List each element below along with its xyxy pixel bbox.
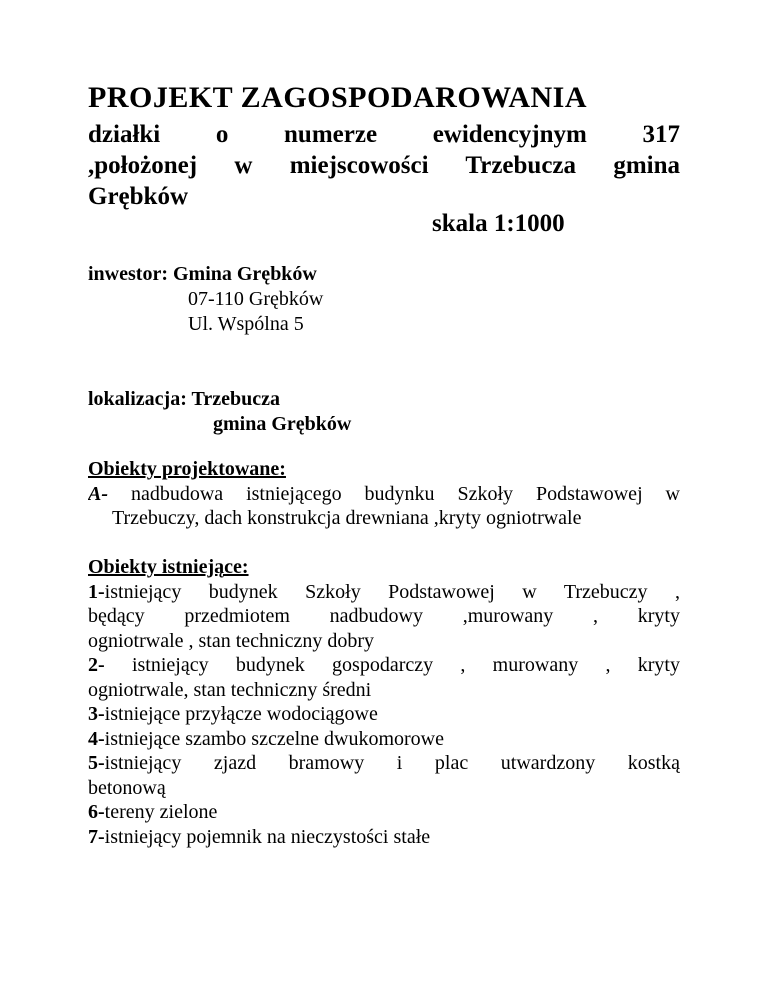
item-text: istniejący pojemnik na nieczystości stałe [104,825,431,848]
list-item [88,751,680,800]
item-marker: 6- [88,801,105,823]
location-label: lokalizacja: Trzebucza [88,388,280,410]
document-title: PROJEKT ZAGOSPODAROWANIA [88,81,588,114]
list-item [88,825,680,850]
item-marker: 4- [88,727,105,750]
item-marker: 7- [88,825,105,848]
existing-item-5-line-1 [88,751,680,776]
item-text: istniejący budynek Szkoły Podstawowej w Trzebuczy , [104,580,680,603]
existing-objects-section [88,555,680,849]
existing-item-5-line-2: betonową [88,776,166,799]
projected-objects-heading: Obiekty projektowane: [88,458,286,480]
existing-item-1-line-1 [88,580,680,605]
projected-item-a-line-1 [88,482,680,507]
item-marker: 1- [88,580,105,603]
list-item [88,580,680,654]
list-item [88,727,680,752]
investor-address-line-1: 07-110 Grębków [188,288,324,310]
existing-item-7-line-1 [88,825,680,850]
subtitle-line-1: działki o numerze ewidencyjnym 317 [88,121,680,148]
item-marker: 5- [88,752,105,774]
projected-item-a-line-2: Trzebuczy, dach konstrukcja drewniana ,kryty ogniotrwale [112,507,582,529]
item-text: istniejące przyłącze wodociągowe [104,703,378,725]
item-text: tereny zielone [104,801,218,823]
location-line-2: gmina Grębków [213,413,352,435]
item-marker: 2- [88,654,105,676]
item-text: istniejące szambo szczelne dwukomorowe [104,727,444,750]
subtitle-line-2: ,położonej w miejscowości Trzebucza gmina [88,152,680,179]
projected-objects-section [88,457,680,531]
existing-item-4-line-1 [88,727,680,752]
scale-label: skala 1:1000 [432,210,565,237]
item-text: nadbudowa istniejącego budynku Szkoły Podstawowej w [108,482,680,505]
subtitle-line-3: Grębków [88,183,188,210]
investor-address-line-2: Ul. Wspólna 5 [188,313,304,335]
item-text: istniejący budynek gospodarczy , murowany , kryty [104,654,680,676]
existing-item-2-line-2: ogniotrwale, stan techniczny średni [88,678,372,701]
document-subtitle [88,119,680,212]
list-item [88,702,680,727]
location-block [88,387,351,437]
existing-item-6-line-1 [88,800,680,825]
existing-item-1-line-3: ogniotrwale , stan techniczny dobry [88,629,375,652]
list-item [88,482,680,531]
existing-item-1-line-2: będący przedmiotem nadbudowy ,murowany , kryty [88,605,680,627]
existing-objects-heading: Obiekty istniejące: [88,556,249,578]
list-item [88,800,680,825]
item-marker: 3- [88,703,105,725]
investor-block [88,262,323,337]
list-item [88,653,680,702]
item-text: istniejący zjazd bramowy i plac utwardzony kostką [104,752,680,774]
item-marker: A- [88,482,108,505]
existing-item-2-line-1 [88,653,680,678]
existing-item-3-line-1 [88,702,680,727]
investor-label: inwestor: Gmina Grębków [88,263,317,285]
